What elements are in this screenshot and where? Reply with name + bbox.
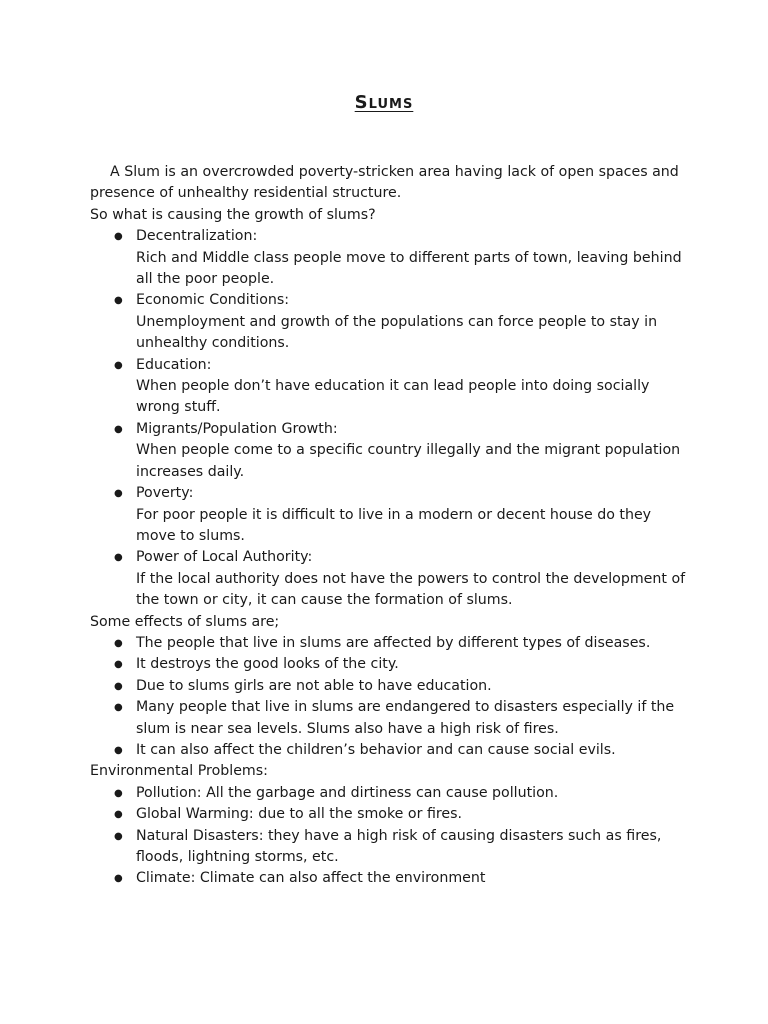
list-item <box>90 419 690 483</box>
list-item <box>90 547 690 611</box>
effect-text: Many people that live in slums are endangered to disasters especially if the slum is near sea levels. Slums also have a high risk of fires. <box>136 699 675 737</box>
intro-paragraph: A Slum is an overcrowded poverty-stricken area having lack of open spaces and presence of unhealthy residential structure. <box>90 164 679 202</box>
bullet-icon: ● <box>114 680 123 692</box>
bullet-icon: ● <box>114 552 123 564</box>
cause-label: Migrants/Population Growth: <box>136 420 338 437</box>
list-item <box>90 740 690 761</box>
env-list <box>90 783 690 890</box>
list-item <box>90 226 690 290</box>
cause-label: Power of Local Authority: <box>136 549 313 566</box>
list-item <box>90 697 690 740</box>
list-item <box>90 290 690 354</box>
causes-heading: So what is causing the growth of slums? <box>90 206 376 223</box>
env-text: Pollution: All the garbage and dirtiness can cause pollution. <box>136 784 559 801</box>
cause-label: Decentralization: <box>136 228 258 245</box>
cause-label: Poverty: <box>136 485 194 502</box>
list-item <box>90 676 690 697</box>
bullet-icon: ● <box>114 702 123 714</box>
env-text: Natural Disasters: they have a high risk of causing disasters such as fires, floods, lightning storms, etc. <box>136 827 662 865</box>
list-item <box>90 633 690 654</box>
bullet-icon: ● <box>114 637 123 649</box>
effect-text: Due to slums girls are not able to have education. <box>136 677 492 694</box>
bullet-icon: ● <box>114 423 123 435</box>
cause-text: When people come to a specific country illegally and the migrant population increases daily. <box>136 442 681 480</box>
bullet-icon: ● <box>114 359 123 371</box>
bullet-icon: ● <box>114 809 123 821</box>
document-body <box>90 162 690 890</box>
effect-text: It destroys the good looks of the city. <box>136 656 399 673</box>
cause-text: If the local authority does not have the powers to control the development of the town or city, it can cause the formation of slums. <box>136 570 686 609</box>
list-item <box>90 868 690 889</box>
page-title: Slums <box>354 92 414 113</box>
env-text: Global Warming: due to all the smoke or fires. <box>136 806 463 823</box>
cause-text: Unemployment and growth of the populations can force people to stay in unhealthy conditions. <box>136 313 658 352</box>
cause-text: For poor people it is difficult to live in a modern or decent house do they move to slums. <box>136 506 652 544</box>
cause-text: When people don’t have education it can lead people into doing socially wrong stuff. <box>136 378 650 416</box>
effects-heading: Some effects of slums are; <box>90 613 280 630</box>
effects-list <box>90 633 690 761</box>
list-item <box>90 355 690 419</box>
effect-text: It can also affect the children’s behavior and can cause social evils. <box>136 741 616 758</box>
env-text: Climate: Climate can also affect the environment <box>136 870 486 887</box>
cause-label: Economic Conditions: <box>136 292 290 309</box>
cause-label: Education: <box>136 356 212 373</box>
causes-list <box>90 226 690 611</box>
bullet-icon: ● <box>114 659 123 671</box>
effect-text: The people that live in slums are affected by different types of diseases. <box>136 634 651 651</box>
list-item <box>90 783 690 804</box>
bullet-icon: ● <box>114 295 123 307</box>
bullet-icon: ● <box>114 873 123 885</box>
bullet-icon: ● <box>114 830 123 842</box>
bullet-icon: ● <box>114 744 123 756</box>
list-item <box>90 804 690 825</box>
list-item <box>90 654 690 675</box>
bullet-icon: ● <box>114 488 123 500</box>
env-heading: Environmental Problems: <box>90 763 268 780</box>
list-item <box>90 483 690 547</box>
cause-text: Rich and Middle class people move to different parts of town, leaving behind all the poor people. <box>136 249 682 288</box>
list-item <box>90 826 690 869</box>
bullet-icon: ● <box>114 787 123 799</box>
bullet-icon: ● <box>114 231 123 243</box>
